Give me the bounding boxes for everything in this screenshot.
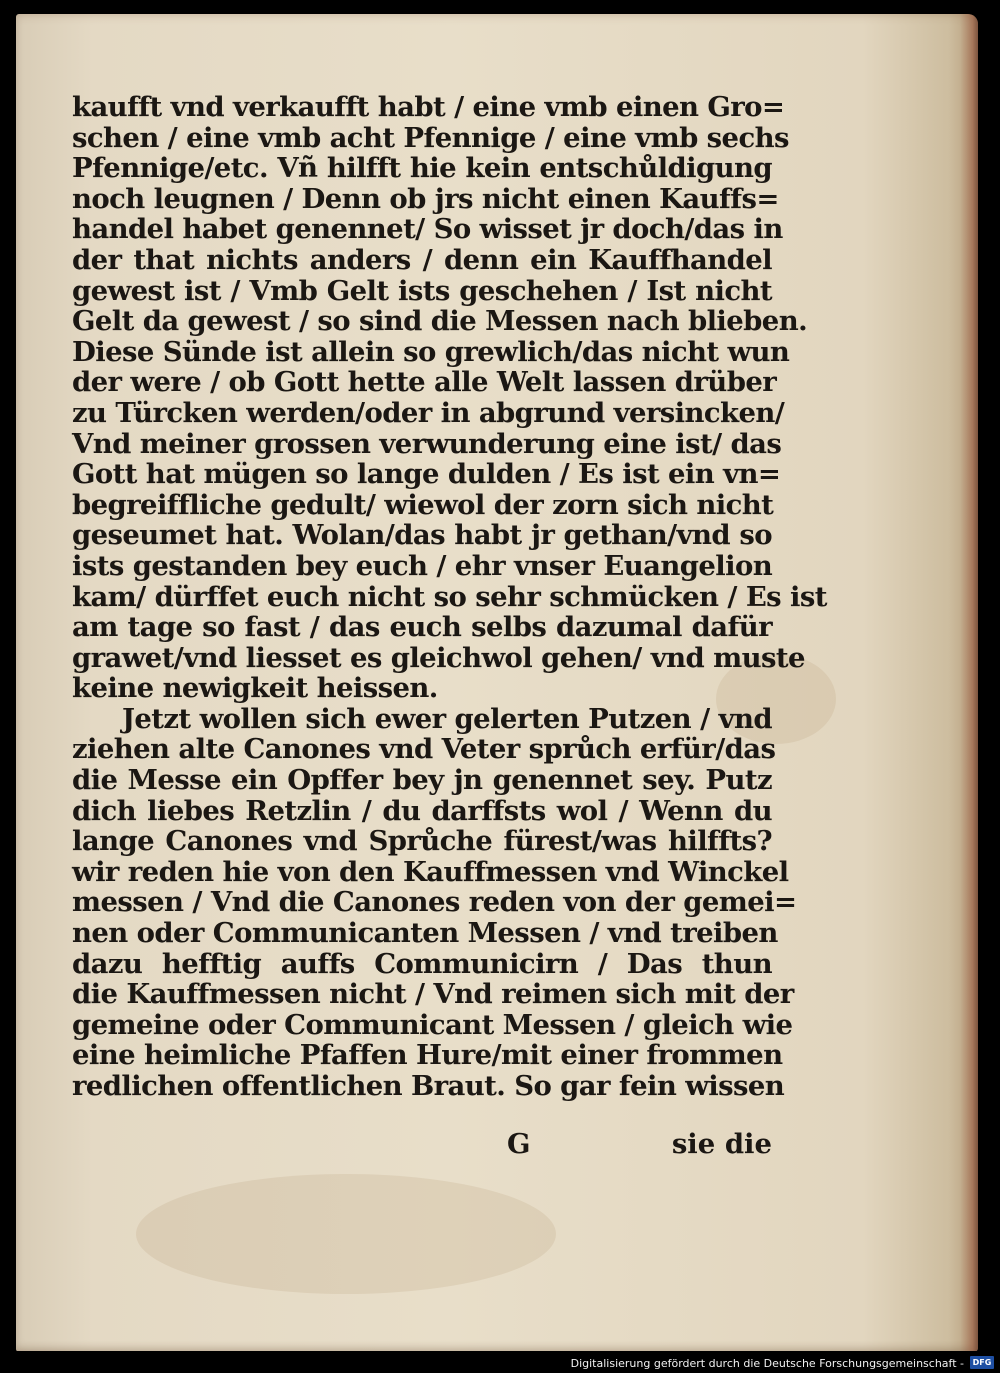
text-line: handel habet genennet/ So wisset jr doch/das in bbox=[72, 213, 783, 246]
text-line: grawet/vnd liesset es gleichwol gehen/ vnd muste bbox=[72, 641, 805, 674]
text-line: Vnd meiner grossen verwunderung eine ist/ das bbox=[72, 427, 782, 460]
book-page bbox=[16, 14, 978, 1352]
signature-mark: G bbox=[507, 1128, 531, 1160]
text-line: redlichen offentlichen Braut. So gar fein wissen bbox=[72, 1070, 785, 1102]
text-line: die Kauffmessen nicht / Vnd reimen sich mit der bbox=[72, 978, 794, 1011]
text-line: messen / Vnd die Canones reden von der gemei= bbox=[72, 886, 797, 919]
dfg-logo-icon: DFG bbox=[970, 1356, 994, 1369]
text-line: kam/ dürffet euch nicht so sehr schmücken / Es ist bbox=[72, 580, 827, 613]
text-line: kaufft vnd verkaufft habt / eine vmb einen Gro= bbox=[72, 91, 785, 123]
text-line: Gott hat mügen so lange dulden / Es ist ein vn= bbox=[72, 458, 781, 491]
catchword: sie die bbox=[671, 1128, 772, 1160]
page-footer bbox=[72, 1128, 772, 1160]
text-line: ists gestanden bey euch / ehr vnser Euangelion bbox=[72, 549, 773, 582]
text-line: begreiffliche gedult/ wiewol der zorn sich nicht bbox=[72, 488, 774, 521]
text-line: Jetzt wollen sich ewer gelerten Putzen / vnd bbox=[122, 702, 772, 735]
text-line: noch leugnen / Denn ob jrs nicht einen Kauffs= bbox=[72, 182, 779, 215]
text-line: nen oder Communicanten Messen / vnd treiben bbox=[72, 917, 778, 950]
text-line: schen / eine vmb acht Pfennige / eine vmb sechs bbox=[72, 121, 789, 154]
text-line: dazu hefftig auffs Communicirn / Das thun bbox=[72, 947, 772, 980]
text-line: zu Türcken werden/oder in abgrund versincken/ bbox=[72, 396, 785, 429]
text-line: wir reden hie von den Kauffmessen vnd Winckel bbox=[72, 855, 789, 888]
credit-bar bbox=[0, 1351, 1000, 1373]
text-line: gemeine oder Communicant Messen / gleich wie bbox=[72, 1008, 793, 1041]
text-line: dich liebes Retzlin / du darffsts wol / Wenn du bbox=[72, 794, 772, 827]
text-block bbox=[72, 91, 827, 1102]
paper-stain bbox=[136, 1174, 556, 1294]
text-line: lange Canones vnd Sprůche fürest/was hilffts? bbox=[72, 825, 772, 858]
credit-text: Digitalisierung gefördert durch die Deutsche Forschungsgemeinschaft - bbox=[570, 1357, 964, 1370]
text-line: ziehen alte Canones vnd Veter sprůch erfür/das bbox=[72, 733, 776, 766]
text-line: eine heimliche Pfaffen Hure/mit einer frommen bbox=[72, 1039, 783, 1072]
text-line: der that nichts anders / denn ein Kauffhandel bbox=[72, 243, 772, 276]
text-line: Pfennige/etc. Vñ hilfft hie kein entschůldigung bbox=[72, 152, 772, 185]
text-line: gewest ist / Vmb Gelt ists geschehen / Ist nicht bbox=[72, 274, 772, 307]
text-line: am tage so fast / das euch selbs dazumal dafür bbox=[72, 611, 772, 644]
text-line: geseumet hat. Wolan/das habt jr gethan/vnd so bbox=[72, 519, 772, 552]
text-line: Gelt da gewest / so sind die Messen nach blieben. bbox=[72, 305, 808, 338]
text-line: Diese Sünde ist allein so grewlich/das nicht wun bbox=[72, 335, 790, 368]
text-line: keine newigkeit heissen. bbox=[72, 672, 438, 705]
text-line: die Messe ein Opffer bey jn genennet sey. Putz bbox=[72, 764, 772, 797]
text-line: der were / ob Gott hette alle Welt lassen drüber bbox=[72, 366, 777, 399]
